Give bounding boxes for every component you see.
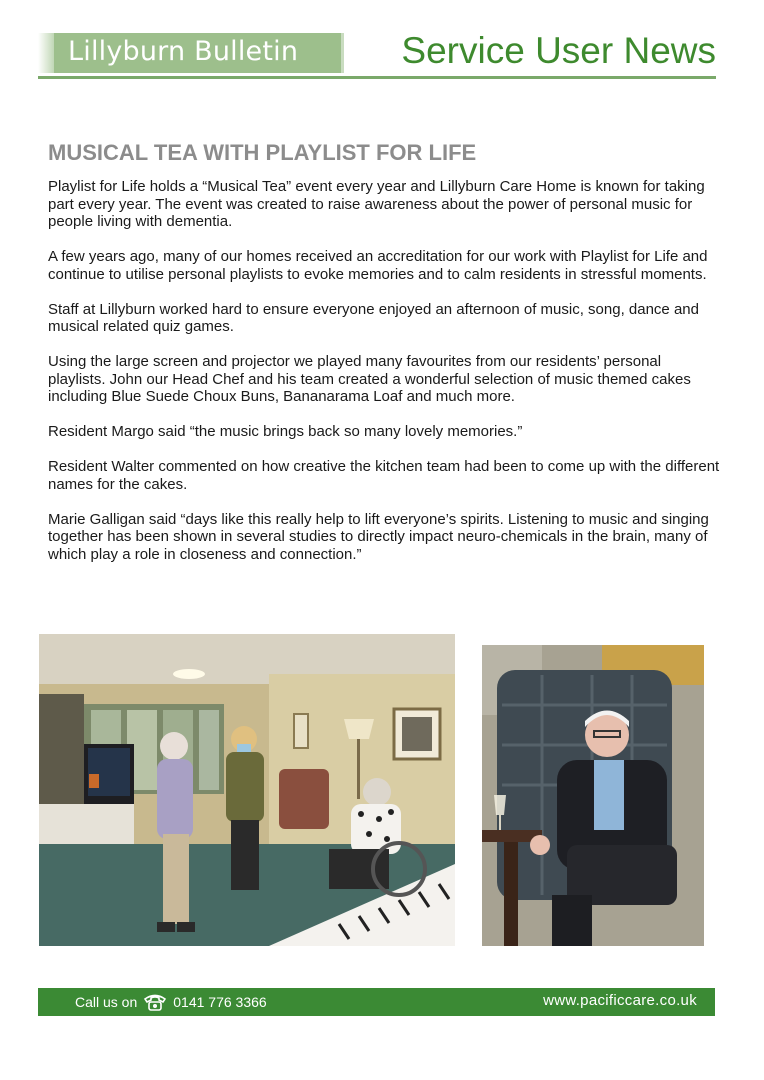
resident-photo-armchair bbox=[482, 645, 704, 946]
section-title: Service User News bbox=[401, 30, 716, 71]
article-paragraph: Staff at Lillyburn worked hard to ensure everyone enjoyed an afternoon of music, song, dance and musical related quiz games. bbox=[48, 300, 699, 335]
article-paragraph: A few years ago, many of our homes received an accreditation for our work with Playlist for Life and continue to utilise personal playlists to evoke memories and to calm residents in stressful moments. bbox=[48, 248, 708, 283]
article-body bbox=[48, 178, 720, 581]
header-divider bbox=[38, 76, 716, 79]
article-title: MUSICAL TEA WITH PLAYLIST FOR LIFE bbox=[48, 140, 477, 165]
call-label: Call us on bbox=[75, 994, 138, 1010]
masthead-banner bbox=[54, 33, 344, 73]
bulletin-name: Lillyburn Bulletin bbox=[68, 36, 299, 67]
website-link[interactable]: www.pacificcare.co.uk bbox=[543, 992, 697, 1009]
article-paragraph: Using the large screen and projector we played many favourites from our residents’ personal playlists. John our Head Chef and his team created a wonderful selection of music themed cakes including Blue Suede Choux Buns, Bananarama Loaf and much more. bbox=[48, 353, 691, 405]
phone-number[interactable]: 0141 776 3366 bbox=[173, 994, 267, 1010]
footer-contact-bar bbox=[38, 988, 715, 1016]
article-paragraph: Resident Margo said “the music brings back so many lovely memories.” bbox=[48, 423, 523, 440]
phone-icon bbox=[143, 993, 167, 1011]
article-paragraph: Marie Galligan said “days like this really help to lift everyone’s spirits. Listening to music and singing together has been shown in several studies to directly impact neuro-chemicals in the brain, many of which play a role in closeness and connection.” bbox=[48, 510, 709, 563]
footer-call bbox=[75, 993, 267, 1011]
article-paragraph: Resident Walter commented on how creative the kitchen team had been to come up with the different names for the cakes. bbox=[48, 458, 720, 493]
article-paragraph: Playlist for Life holds a “Musical Tea” event every year and Lillyburn Care Home is known for taking part every year. The event was created to raise awareness about the power of personal music for people living with dementia. bbox=[48, 178, 705, 230]
event-photo-lounge bbox=[39, 634, 455, 946]
